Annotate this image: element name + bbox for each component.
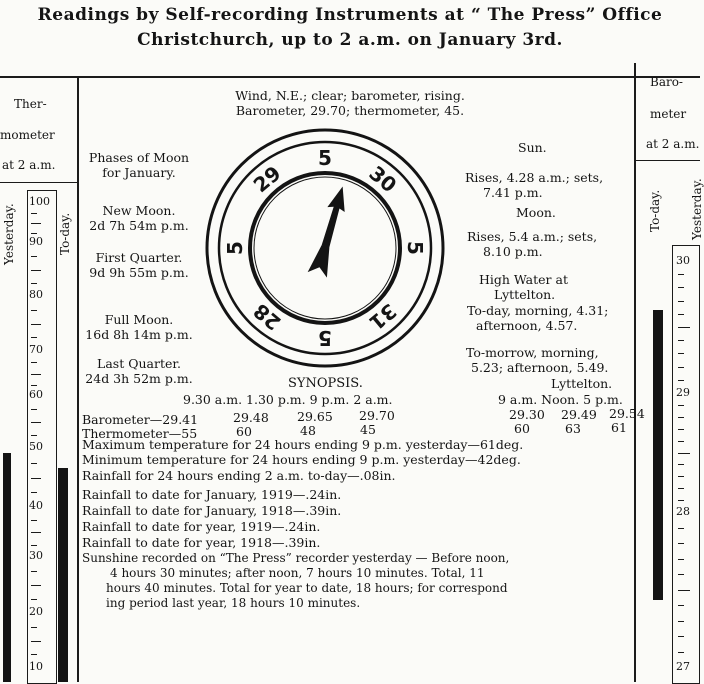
new-moon-time: 2d 7h 54m p.m. [89,218,189,233]
thermometer-minor-tick [31,283,37,284]
barometer-tick-label: 27 [676,660,690,673]
barometer-minor-tick [678,621,684,622]
sunshine-line-4: ing period last year, 18 hours 10 minutes. [106,596,361,610]
synopsis-thermometer-label: Thermometer—55 [82,426,198,441]
min-temperature-line: Minimum temperature for 24 hours ending 9 p.m. yesterday—42deg. [82,452,521,467]
dial-label: 5 [403,241,427,255]
barometer-tick-label: 30 [676,254,690,267]
weather-summary-line-1: Wind, N.E.; clear; barometer, rising. [235,88,465,103]
full-moon-time: 16d 8h 14m p.m. [85,327,193,342]
barometer-title-3: at 2 a.m. [646,137,700,151]
needle-arrow [317,184,351,249]
tide-line-4: 5.23; afternoon, 5.49. [471,360,609,375]
thermometer-tick-label: 50 [29,440,43,453]
thermometer-minor-tick [31,223,41,224]
lyttelton-thermometer-0900: 60 [514,421,530,436]
first-quarter-label: First Quarter. [95,250,183,265]
moon-line-2: 8.10 p.m. [483,244,543,259]
barometer-minor-tick [678,340,684,341]
thermometer-today-label: To-day. [58,212,72,255]
thermometer-minor-tick [31,641,41,642]
lyttelton-thermometer-noon: 63 [565,421,581,436]
thermometer-minor-tick [31,409,37,410]
thermometer-minor-tick [31,374,41,375]
barometer-minor-tick [678,500,684,501]
top-border [0,76,700,78]
thermometer-tick-label: 40 [29,499,43,512]
dial-label: 5 [318,326,332,350]
thermometer-minor-tick [31,585,41,586]
sun-line-1: Rises, 4.28 a.m.; sets, [465,170,604,185]
synopsis-thermometer-2100: 48 [300,423,316,438]
thermometer-title-2: mometer [0,128,55,142]
tide-line-1: To-day, morning, 4.31; [467,303,609,318]
barometer-today-bar [653,310,663,600]
thermometer-today-bar [58,468,68,682]
barometer-minor-tick [678,636,684,637]
thermometer-tick-label: 100 [29,195,50,208]
thermometer-minor-tick [31,385,37,386]
lyttelton-barometer-0900: 29.30 [509,407,545,422]
sunshine-line-3: hours 40 minutes. Total for year to date, 18 hours; for correspond [106,581,508,595]
thermometer-minor-tick [31,545,37,546]
thermometer-minor-tick [31,520,37,521]
barometer-minor-tick [678,464,684,465]
lyttelton-heading: Lyttelton. [551,376,613,391]
barometer-minor-tick [678,574,684,575]
thermometer-minor-tick [31,213,37,214]
barometer-tick-label: 29 [676,386,690,399]
barometer-minor-tick [678,274,684,275]
barometer-minor-tick [678,367,684,368]
headline-line-1: Readings by Self-recording Instruments at “ The Press” Office [37,5,663,25]
lyttelton-times: 9 a.m. Noon. 5 p.m. [498,392,623,407]
barometer-divider [634,63,636,682]
synopsis-barometer-label: Barometer—29.41 [82,412,199,427]
barometer-tick-label: 28 [676,505,690,518]
thermometer-title-1: Ther- [14,97,47,111]
barometer-today-label: To-day. [648,189,662,232]
thermometer-title-rule [0,182,77,183]
thermometer-minor-tick [31,422,41,423]
thermometer-minor-tick [31,337,37,338]
thermometer-minor-tick [31,571,37,572]
dial-label: 28 [248,298,286,336]
moon-line-1: Rises, 5.4 a.m.; sets, [467,229,598,244]
thermometer-tick-label: 90 [29,235,43,248]
barometer-scale [672,245,700,684]
first-quarter-time: 9d 9h 55m p.m. [89,265,189,280]
thermometer-yesterday-bar [3,453,11,682]
rainfall-year-1918-line: Rainfall to date for year, 1918—.39in. [82,535,321,550]
barometer-yesterday-label: Yesterday. [690,178,704,240]
rainfall-january-1918-line: Rainfall to date for January, 1918—.39in. [82,503,342,518]
barometer-title-2: meter [650,107,687,121]
synopsis-times: 9.30 a.m. 1.30 p.m. 9 p.m. 2 a.m. [183,392,393,407]
thermometer-title-3: at 2 a.m. [2,158,56,172]
barometer-minor-tick [678,652,684,653]
dial-needle [308,184,353,278]
barometer-minor-tick [678,314,684,315]
thermometer-tick-label: 20 [29,605,43,618]
thermometer-tick-label: 60 [29,388,43,401]
barometer-minor-tick [678,405,684,406]
barometer-minor-tick [678,543,684,544]
barometer-title-1: Baro- [650,75,683,89]
dial-label: 31 [364,298,402,336]
rainfall-24h-line: Rainfall for 24 hours ending 2 a.m. to-day—.08in. [82,468,396,483]
thermometer-minor-tick [31,270,41,271]
synopsis-thermometer-1330: 60 [236,424,252,439]
thermometer-minor-tick [31,478,41,479]
sun-heading: Sun. [518,140,547,155]
thermometer-yesterday-label: Yesterday. [2,203,16,265]
synopsis-barometer-1330: 29.48 [233,410,269,425]
rainfall-year-1919-line: Rainfall to date for year, 1919—.24in. [82,519,321,534]
barometer-minor-tick [678,327,690,328]
tide-heading-1: High Water at [479,272,568,287]
sunshine-line-1: Sunshine recorded on “The Press” recorder yesterday — Before noon, [82,551,510,565]
max-temperature-line: Maximum temperature for 24 hours ending 9 p.m. yesterday—61deg. [82,437,524,452]
barometer-minor-tick [678,287,684,288]
synopsis-thermometer-0200: 45 [360,422,376,437]
headline-line-2: Christchurch, up to 2 a.m. on January 3rd. [137,30,563,50]
thermometer-minor-tick [31,310,37,311]
synopsis-barometer-0200: 29.70 [359,408,395,423]
barometer-minor-tick [678,441,684,442]
barometer-minor-tick [678,353,684,354]
synopsis-heading: SYNOPSIS. [288,376,363,391]
barometer-minor-tick [678,488,684,489]
barometer-title-rule [636,160,700,161]
last-quarter-label: Last Quarter. [97,356,181,371]
thermometer-tick-label: 70 [29,343,43,356]
thermometer-minor-tick [31,654,37,655]
barometer-minor-tick [678,528,684,529]
thermometer-minor-tick [31,492,37,493]
barometer-minor-tick [678,559,684,560]
barometer-minor-tick [678,429,684,430]
last-quarter-time: 24d 3h 52m p.m. [85,371,193,386]
new-moon-label: New Moon. [102,203,176,218]
barometer-minor-tick [678,380,684,381]
rainfall-january-1919-line: Rainfall to date for January, 1919—.24in. [82,487,342,502]
synopsis-barometer-2100: 29.65 [297,409,333,424]
lyttelton-thermometer-1700: 61 [611,420,627,435]
dial-label: 30 [364,160,402,198]
moon-phases-heading-2: for January. [102,165,176,180]
dial-label: 29 [248,160,286,198]
thermometer-minor-tick [31,324,41,325]
thermometer-tick-label: 80 [29,288,43,301]
tide-heading-2: Lyttelton. [494,287,556,302]
barometer-dial [205,128,445,368]
thermometer-minor-tick [31,532,41,533]
full-moon-label: Full Moon. [104,312,174,327]
tide-line-3: To-morrow, morning, [466,345,599,360]
thermometer-minor-tick [31,256,37,257]
thermometer-tick-label: 30 [29,549,43,562]
barometer-minor-tick [678,301,684,302]
barometer-minor-tick [678,590,690,591]
barometer-minor-tick [678,476,684,477]
thermometer-minor-tick [31,435,37,436]
thermometer-minor-tick [31,362,37,363]
sun-line-2: 7.41 p.m. [483,185,543,200]
tide-line-2: afternoon, 4.57. [476,318,578,333]
moon-heading: Moon. [516,205,556,220]
lyttelton-barometer-1700: 29.54 [609,406,645,421]
sunshine-line-2: 4 hours 30 minutes; after noon, 7 hours 10 minutes. Total, 11 [110,566,485,580]
lyttelton-barometer-noon: 29.49 [561,407,597,422]
barometer-minor-tick [678,417,684,418]
thermometer-minor-tick [31,627,37,628]
thermometer-minor-tick [31,463,37,464]
thermometer-minor-tick [31,233,37,234]
barometer-minor-tick [678,605,684,606]
dial-label: 5 [223,241,247,255]
dial-label: 5 [318,146,332,170]
barometer-minor-tick [678,453,690,454]
thermometer-minor-tick [31,599,37,600]
weather-summary-line-2: Barometer, 29.70; thermometer, 45. [235,103,465,118]
moon-phases-heading-1: Phases of Moon [88,150,190,165]
thermometer-tick-label: 10 [29,660,43,673]
